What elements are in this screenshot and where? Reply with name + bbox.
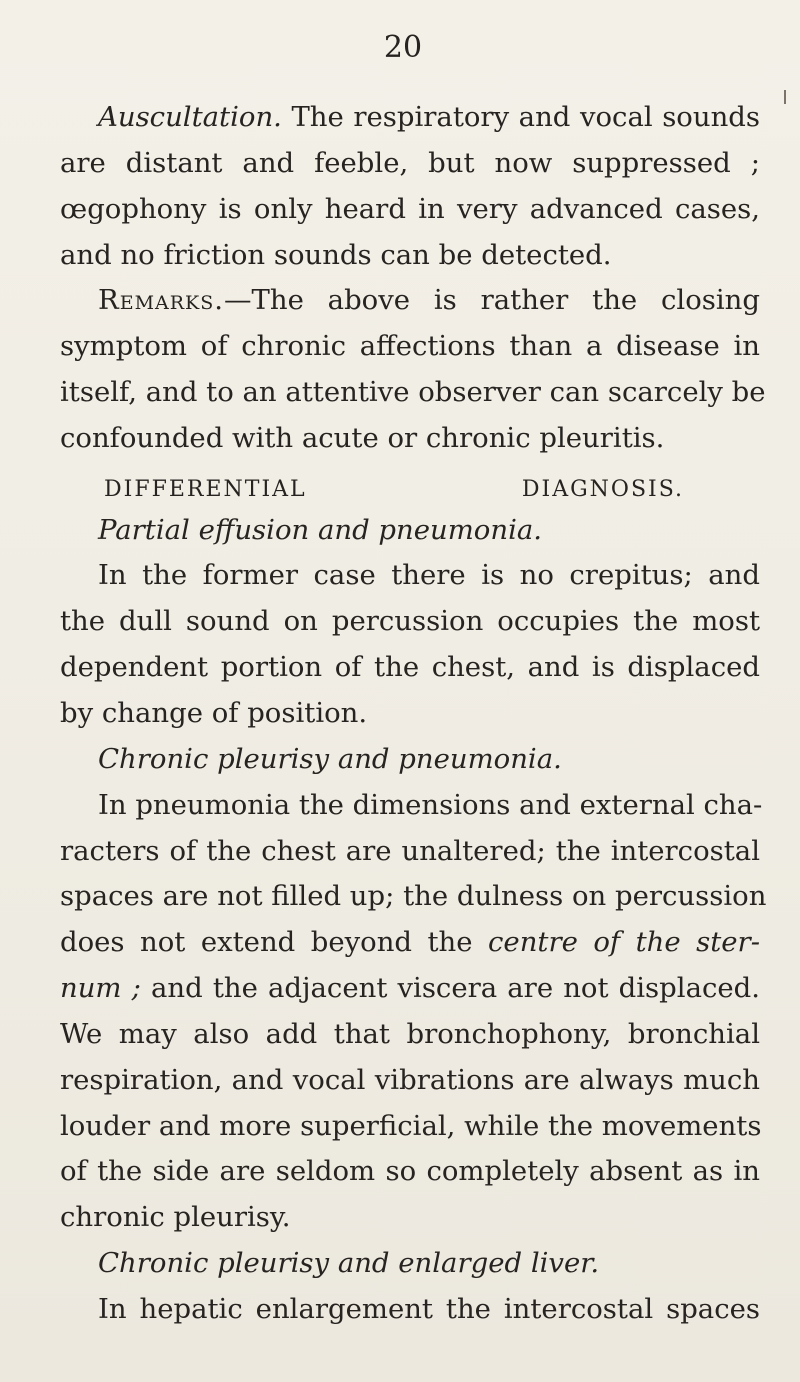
partial-line-4: by change of position. (60, 697, 368, 729)
liver-line-1: In hepatic enlargement the intercostal spaces (98, 1293, 760, 1325)
subheading-chronic-pneumonia: Chronic pleurisy and pneumonia. (98, 743, 562, 775)
pneumonia-line-5 (60, 971, 760, 1005)
pneumonia-line-4-text: does not extend beyond the (60, 926, 489, 958)
subheading-partial-effusion: Partial effusion and pneumonia. (98, 514, 543, 546)
remarks-line-3: itself, and to an attentive observer can scarcely be (60, 376, 766, 408)
pneumonia-line-9: of the side are seldom so completely absent as in (60, 1155, 760, 1187)
remarks-line-1-text: —The above is rather the closing (224, 284, 760, 316)
subheading-chronic-liver: Chronic pleurisy and enlarged liver. (98, 1247, 600, 1279)
remarks-line-4: confounded with acute or chronic pleuritis. (60, 422, 665, 454)
section-heading: DIFFERENTIAL DIAGNOSIS. (104, 477, 684, 502)
remarks-lead: Remarks. (98, 284, 225, 316)
page-number: 20 (383, 30, 423, 65)
pneumonia-line-1: In pneumonia the dimensions and external cha- (98, 789, 763, 821)
pneumonia-line-8: louder and more superficial, while the movements (60, 1110, 762, 1142)
auscultation-line-2: are distant and feeble, but now suppressed ; (60, 147, 760, 179)
pneumonia-line-4 (60, 925, 760, 959)
pneumonia-line-3: spaces are not filled up; the dulness on percussion (60, 880, 767, 912)
auscultation-line-4: and no friction sounds can be detected. (60, 239, 612, 271)
partial-line-3: dependent portion of the chest, and is displaced (60, 651, 760, 683)
auscultation-line-1-text: The respiratory and vocal sounds (281, 101, 760, 133)
auscultation-lead: Auscultation. (98, 101, 282, 133)
pneumonia-line-10: chronic pleurisy. (60, 1201, 291, 1233)
pneumonia-line-5-text: and the adjacent viscera are not displaced. (140, 972, 760, 1004)
remarks-line-1 (98, 283, 760, 317)
pneumonia-line-2: racters of the chest are unaltered; the intercostal (60, 835, 760, 867)
auscultation-line-3: œgophony is only heard in very advanced cases, (60, 193, 760, 225)
pneumonia-line-7: respiration, and vocal vibrations are always much (60, 1064, 760, 1096)
pneumonia-line-6: We may also add that bronchophony, bronchial (60, 1018, 760, 1050)
pneumonia-line-5-italic: num ; (60, 972, 141, 1004)
pneumonia-line-4-italic: centre of the ster- (488, 926, 760, 958)
remarks-line-2: symptom of chronic affections than a disease in (60, 330, 760, 362)
partial-line-2: the dull sound on percussion occupies the most (60, 605, 760, 637)
partial-line-1: In the former case there is no crepitus; and (98, 559, 760, 591)
auscultation-line-1 (98, 100, 760, 134)
margin-mark (784, 90, 786, 104)
